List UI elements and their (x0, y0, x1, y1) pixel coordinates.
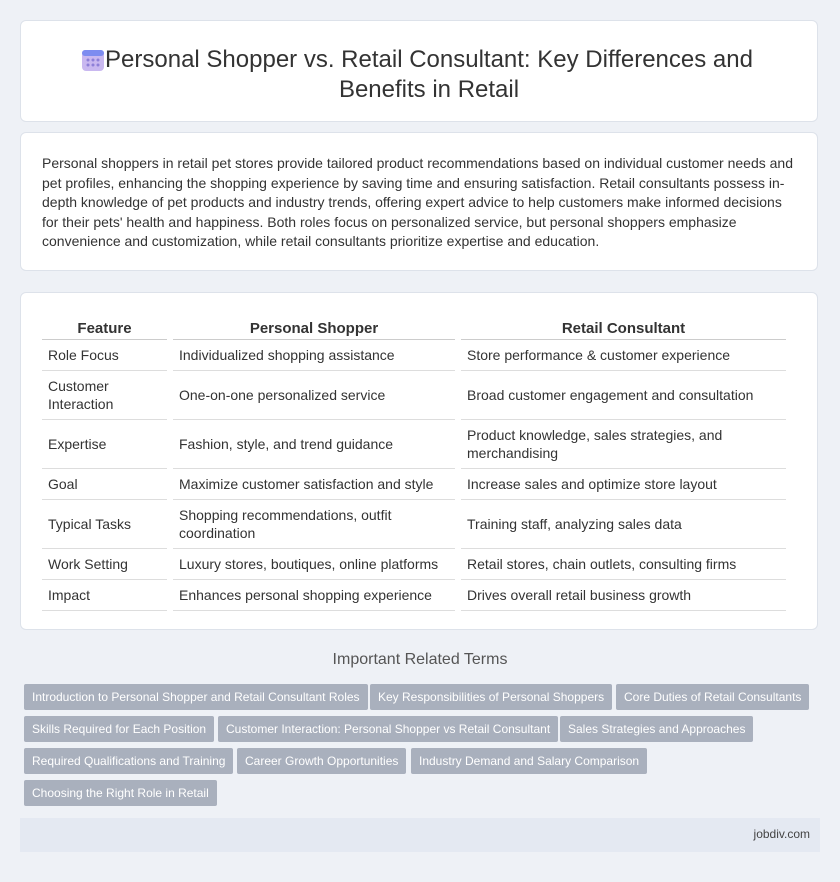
table-cell: Retail stores, chain outlets, consulting firms (461, 549, 786, 580)
related-term-tag[interactable]: Skills Required for Each Position (24, 716, 214, 742)
table-cell: Impact (42, 580, 167, 611)
related-term-tag[interactable]: Introduction to Personal Shopper and Retail Consultant Roles (24, 684, 368, 710)
comparison-card (20, 292, 818, 630)
page-title: Personal Shopper vs. Retail Consultant: Key Differences and Benefits in Retail (105, 46, 753, 103)
column-header: Personal Shopper (173, 315, 455, 340)
table-row (42, 549, 786, 580)
table-row (42, 371, 786, 420)
related-term-tag[interactable]: Industry Demand and Salary Comparison (411, 748, 647, 774)
table-cell: Individualized shopping assistance (173, 340, 455, 371)
table-cell: Increase sales and optimize store layout (461, 469, 786, 500)
table-cell: Drives overall retail business growth (461, 580, 786, 611)
intro-paragraph: Personal shoppers in retail pet stores provide tailored product recommendations based on individual customer needs and pet profiles, enhancing the shopping experience by saving time and ensuring satisfaction. Retail consultants possess in-depth knowledge of pet products and industry trends, offering expert advice to help customers make informed decisions for their pets' health and happiness. Both roles focus on personalized service, but personal shoppers emphasize convenience and customization, while retail consultants prioritize expertise and education. (42, 155, 793, 249)
related-term-tag[interactable]: Customer Interaction: Personal Shopper vs Retail Consultant (218, 716, 558, 742)
table-cell: One-on-one personalized service (173, 371, 455, 420)
comparison-table (36, 315, 792, 611)
table-row (42, 340, 786, 371)
table-row (42, 469, 786, 500)
table-cell: Fashion, style, and trend guidance (173, 420, 455, 469)
table-cell: Broad customer engagement and consultation (461, 371, 786, 420)
related-term-tag[interactable]: Choosing the Right Role in Retail (24, 780, 217, 806)
table-cell: Expertise (42, 420, 167, 469)
table-cell: Enhances personal shopping experience (173, 580, 455, 611)
column-header: Feature (42, 315, 167, 340)
table-cell: Maximize customer satisfaction and style (173, 469, 455, 500)
related-term-tag[interactable]: Sales Strategies and Approaches (560, 716, 753, 742)
table-cell: Luxury stores, boutiques, online platforms (173, 549, 455, 580)
column-header: Retail Consultant (461, 315, 786, 340)
table-cell: Typical Tasks (42, 500, 167, 549)
table-cell: Shopping recommendations, outfit coordination (173, 500, 455, 549)
related-terms-title: Important Related Terms (332, 651, 508, 668)
table-cell: Role Focus (42, 340, 167, 371)
intro-card (20, 132, 818, 271)
related-term-tag[interactable]: Career Growth Opportunities (237, 748, 406, 774)
related-term-tag[interactable]: Required Qualifications and Training (24, 748, 233, 774)
table-cell: Customer Interaction (42, 371, 167, 420)
table-cell: Product knowledge, sales strategies, and merchandising (461, 420, 786, 469)
table-cell: Store performance & customer experience (461, 340, 786, 371)
footer (20, 818, 820, 852)
table-cell: Goal (42, 469, 167, 500)
table-cell: Work Setting (42, 549, 167, 580)
footer-site-link[interactable]: jobdiv.com (753, 827, 810, 841)
table-row (42, 580, 786, 611)
table-header-row (42, 315, 786, 340)
table-cell: Training staff, analyzing sales data (461, 500, 786, 549)
table-row (42, 420, 786, 469)
table-row (42, 500, 786, 549)
related-term-tag[interactable]: Core Duties of Retail Consultants (616, 684, 809, 710)
related-term-tag[interactable]: Key Responsibilities of Personal Shoppers (370, 684, 612, 710)
header-card (20, 20, 818, 122)
